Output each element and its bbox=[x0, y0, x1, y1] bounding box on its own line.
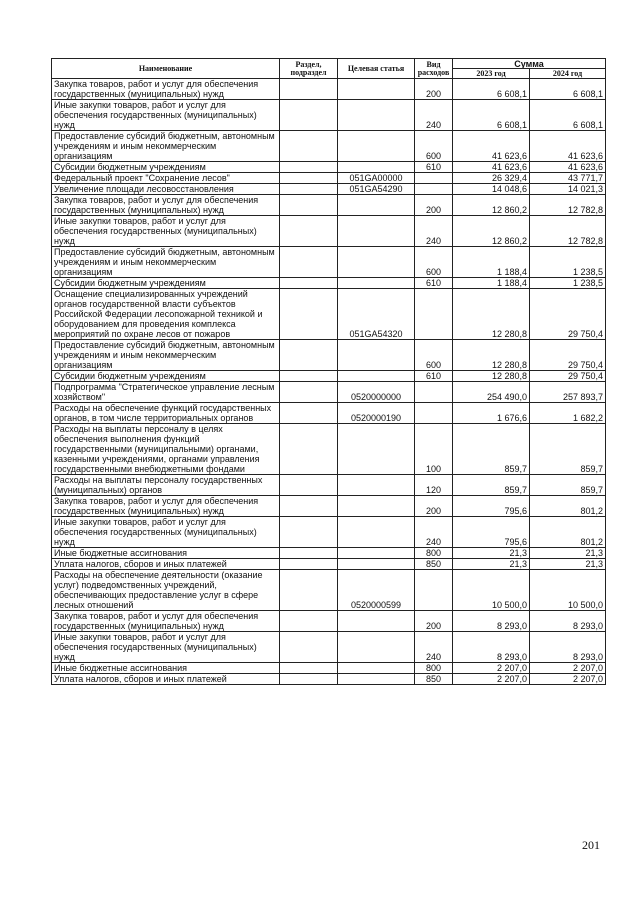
cell-section bbox=[280, 611, 338, 632]
cell-y2024: 1 238,5 bbox=[530, 247, 606, 278]
cell-y2024: 14 021,3 bbox=[530, 184, 606, 195]
cell-name: Закупка товаров, работ и услуг для обеспечения государственных (муниципальных) нужд bbox=[52, 611, 280, 632]
cell-kind: 100 bbox=[415, 424, 453, 475]
cell-target: 051GA54290 bbox=[338, 184, 415, 195]
cell-target bbox=[338, 663, 415, 674]
cell-section bbox=[280, 278, 338, 289]
cell-name: Иные закупки товаров, работ и услуг для обеспечения государственных (муниципальных) нужд bbox=[52, 100, 280, 131]
cell-y2024: 6 608,1 bbox=[530, 100, 606, 131]
table-row bbox=[52, 496, 606, 517]
cell-section bbox=[280, 100, 338, 131]
cell-target: 0520000190 bbox=[338, 403, 415, 424]
cell-kind bbox=[415, 403, 453, 424]
cell-target bbox=[338, 340, 415, 371]
header-kind: Вид расходов bbox=[415, 59, 453, 79]
cell-name: Увеличение площади лесовосстановления bbox=[52, 184, 280, 195]
cell-target bbox=[338, 632, 415, 663]
cell-name: Расходы на выплаты персоналу государственных (муниципальных) органов bbox=[52, 475, 280, 496]
header-year-2023: 2023 год bbox=[453, 69, 530, 79]
cell-y2024: 801,2 bbox=[530, 517, 606, 548]
cell-name: Иные бюджетные ассигнования bbox=[52, 663, 280, 674]
cell-name: Уплата налогов, сборов и иных платежей bbox=[52, 559, 280, 570]
cell-target bbox=[338, 278, 415, 289]
table-row bbox=[52, 517, 606, 548]
cell-kind: 120 bbox=[415, 475, 453, 496]
cell-y2024: 8 293,0 bbox=[530, 611, 606, 632]
cell-y2023: 254 490,0 bbox=[453, 382, 530, 403]
cell-kind: 240 bbox=[415, 632, 453, 663]
table-row bbox=[52, 184, 606, 195]
cell-target: 0520000599 bbox=[338, 570, 415, 611]
cell-y2023: 6 608,1 bbox=[453, 100, 530, 131]
table-row bbox=[52, 548, 606, 559]
cell-y2023: 41 623,6 bbox=[453, 162, 530, 173]
cell-section bbox=[280, 289, 338, 340]
table-row bbox=[52, 570, 606, 611]
cell-section bbox=[280, 340, 338, 371]
table-row bbox=[52, 247, 606, 278]
table-row bbox=[52, 403, 606, 424]
cell-section bbox=[280, 173, 338, 184]
table-body bbox=[52, 79, 606, 685]
cell-kind: 240 bbox=[415, 517, 453, 548]
table-row bbox=[52, 371, 606, 382]
cell-y2024: 43 771,7 bbox=[530, 173, 606, 184]
cell-kind: 610 bbox=[415, 278, 453, 289]
cell-kind: 600 bbox=[415, 131, 453, 162]
header-sum: Сумма bbox=[453, 59, 606, 69]
cell-section bbox=[280, 475, 338, 496]
cell-kind bbox=[415, 570, 453, 611]
cell-y2023: 2 207,0 bbox=[453, 674, 530, 685]
cell-kind: 800 bbox=[415, 663, 453, 674]
cell-section bbox=[280, 632, 338, 663]
cell-name: Уплата налогов, сборов и иных платежей bbox=[52, 674, 280, 685]
cell-y2023: 859,7 bbox=[453, 424, 530, 475]
cell-y2024: 1 682,2 bbox=[530, 403, 606, 424]
cell-target: 051GA54320 bbox=[338, 289, 415, 340]
cell-section bbox=[280, 424, 338, 475]
table-row bbox=[52, 216, 606, 247]
cell-y2023: 12 860,2 bbox=[453, 195, 530, 216]
cell-section bbox=[280, 517, 338, 548]
budget-table bbox=[51, 58, 606, 685]
cell-section bbox=[280, 559, 338, 570]
cell-kind: 240 bbox=[415, 100, 453, 131]
cell-y2023: 2 207,0 bbox=[453, 663, 530, 674]
cell-y2024: 257 893,7 bbox=[530, 382, 606, 403]
cell-y2024: 12 782,8 bbox=[530, 195, 606, 216]
cell-y2024: 29 750,4 bbox=[530, 340, 606, 371]
cell-kind: 200 bbox=[415, 496, 453, 517]
cell-target bbox=[338, 475, 415, 496]
cell-target bbox=[338, 371, 415, 382]
cell-section bbox=[280, 162, 338, 173]
cell-kind: 240 bbox=[415, 216, 453, 247]
cell-y2024: 12 782,8 bbox=[530, 216, 606, 247]
cell-section bbox=[280, 674, 338, 685]
cell-target bbox=[338, 559, 415, 570]
cell-kind: 200 bbox=[415, 195, 453, 216]
cell-section bbox=[280, 79, 338, 100]
cell-y2024: 859,7 bbox=[530, 475, 606, 496]
cell-name: Расходы на обеспечение функций государственных органов, в том числе территориальных органов bbox=[52, 403, 280, 424]
table-row bbox=[52, 100, 606, 131]
cell-name: Оснащение специализированных учреждений органов государственной власти субъектов Российской Федерации лесопожарной техникой и оборудованием для проведения комплекса мероприятий по охране лесов от пожаров bbox=[52, 289, 280, 340]
table-row bbox=[52, 559, 606, 570]
cell-section bbox=[280, 663, 338, 674]
table-row bbox=[52, 195, 606, 216]
cell-target bbox=[338, 517, 415, 548]
table-row bbox=[52, 475, 606, 496]
cell-y2024: 21,3 bbox=[530, 548, 606, 559]
cell-name: Закупка товаров, работ и услуг для обеспечения государственных (муниципальных) нужд bbox=[52, 79, 280, 100]
cell-kind bbox=[415, 184, 453, 195]
table-row bbox=[52, 424, 606, 475]
cell-target bbox=[338, 100, 415, 131]
cell-name: Иные закупки товаров, работ и услуг для обеспечения государственных (муниципальных) нужд bbox=[52, 632, 280, 663]
cell-name: Расходы на обеспечение деятельности (оказание услуг) подведомственных учреждений, обеспечивающих предоставление услуг в сфере лесных отношений bbox=[52, 570, 280, 611]
cell-name: Расходы на выплаты персоналу в целях обеспечения выполнения функций государственными (муниципальными) органами, казенными учреждениями, органами управления государственными внебюджетными фондами bbox=[52, 424, 280, 475]
cell-target bbox=[338, 674, 415, 685]
table-row bbox=[52, 663, 606, 674]
table-row bbox=[52, 611, 606, 632]
cell-y2024: 29 750,4 bbox=[530, 371, 606, 382]
cell-section bbox=[280, 184, 338, 195]
cell-section bbox=[280, 570, 338, 611]
cell-kind: 600 bbox=[415, 340, 453, 371]
cell-y2023: 1 188,4 bbox=[453, 278, 530, 289]
cell-target bbox=[338, 216, 415, 247]
cell-target bbox=[338, 247, 415, 278]
cell-section bbox=[280, 496, 338, 517]
cell-kind: 200 bbox=[415, 611, 453, 632]
table-row bbox=[52, 79, 606, 100]
cell-y2024: 21,3 bbox=[530, 559, 606, 570]
cell-kind bbox=[415, 173, 453, 184]
cell-name: Субсидии бюджетным учреждениям bbox=[52, 162, 280, 173]
table-row bbox=[52, 289, 606, 340]
page-number: 201 bbox=[582, 838, 600, 852]
header-section: Раздел, подраздел bbox=[280, 59, 338, 79]
cell-target bbox=[338, 131, 415, 162]
cell-y2024: 6 608,1 bbox=[530, 79, 606, 100]
cell-y2024: 859,7 bbox=[530, 424, 606, 475]
cell-y2023: 12 280,8 bbox=[453, 340, 530, 371]
cell-name: Закупка товаров, работ и услуг для обеспечения государственных (муниципальных) нужд bbox=[52, 195, 280, 216]
cell-y2023: 14 048,6 bbox=[453, 184, 530, 195]
cell-section bbox=[280, 131, 338, 162]
cell-y2023: 1 676,6 bbox=[453, 403, 530, 424]
cell-section bbox=[280, 371, 338, 382]
header-year-2024: 2024 год bbox=[530, 69, 606, 79]
cell-kind: 800 bbox=[415, 548, 453, 559]
cell-y2023: 795,6 bbox=[453, 517, 530, 548]
cell-y2024: 1 238,5 bbox=[530, 278, 606, 289]
cell-target bbox=[338, 195, 415, 216]
cell-target: 0520000000 bbox=[338, 382, 415, 403]
cell-y2023: 8 293,0 bbox=[453, 632, 530, 663]
table-row bbox=[52, 674, 606, 685]
cell-name: Иные бюджетные ассигнования bbox=[52, 548, 280, 559]
cell-name: Иные закупки товаров, работ и услуг для обеспечения государственных (муниципальных) нужд bbox=[52, 216, 280, 247]
cell-name: Предоставление субсидий бюджетным, автономным учреждениям и иным некоммерческим организациям bbox=[52, 131, 280, 162]
cell-y2023: 12 860,2 bbox=[453, 216, 530, 247]
cell-kind bbox=[415, 289, 453, 340]
cell-y2023: 795,6 bbox=[453, 496, 530, 517]
cell-section bbox=[280, 195, 338, 216]
cell-name: Федеральный проект "Сохранение лесов" bbox=[52, 173, 280, 184]
table-row bbox=[52, 382, 606, 403]
cell-target bbox=[338, 162, 415, 173]
cell-y2024: 41 623,6 bbox=[530, 131, 606, 162]
cell-name: Предоставление субсидий бюджетным, автономным учреждениям и иным некоммерческим организациям bbox=[52, 247, 280, 278]
cell-section bbox=[280, 216, 338, 247]
cell-y2023: 8 293,0 bbox=[453, 611, 530, 632]
cell-kind bbox=[415, 382, 453, 403]
cell-section bbox=[280, 548, 338, 559]
cell-y2023: 12 280,8 bbox=[453, 371, 530, 382]
cell-section bbox=[280, 382, 338, 403]
header-target: Целевая статья bbox=[338, 59, 415, 79]
table-row bbox=[52, 632, 606, 663]
cell-y2024: 8 293,0 bbox=[530, 632, 606, 663]
cell-y2023: 21,3 bbox=[453, 548, 530, 559]
table-row bbox=[52, 278, 606, 289]
cell-name: Предоставление субсидий бюджетным, автономным учреждениям и иным некоммерческим организациям bbox=[52, 340, 280, 371]
table-row bbox=[52, 173, 606, 184]
cell-kind: 850 bbox=[415, 674, 453, 685]
cell-kind: 610 bbox=[415, 371, 453, 382]
cell-y2024: 2 207,0 bbox=[530, 674, 606, 685]
cell-section bbox=[280, 247, 338, 278]
cell-target bbox=[338, 424, 415, 475]
header-name: Наименование bbox=[52, 59, 280, 79]
cell-kind: 200 bbox=[415, 79, 453, 100]
cell-y2023: 41 623,6 bbox=[453, 131, 530, 162]
cell-y2023: 26 329,4 bbox=[453, 173, 530, 184]
cell-target: 051GA00000 bbox=[338, 173, 415, 184]
cell-target bbox=[338, 496, 415, 517]
cell-name: Закупка товаров, работ и услуг для обеспечения государственных (муниципальных) нужд bbox=[52, 496, 280, 517]
cell-name: Субсидии бюджетным учреждениям bbox=[52, 278, 280, 289]
table-row bbox=[52, 162, 606, 173]
cell-section bbox=[280, 403, 338, 424]
cell-name: Иные закупки товаров, работ и услуг для обеспечения государственных (муниципальных) нужд bbox=[52, 517, 280, 548]
cell-kind: 610 bbox=[415, 162, 453, 173]
cell-y2023: 859,7 bbox=[453, 475, 530, 496]
cell-target bbox=[338, 611, 415, 632]
cell-y2024: 29 750,4 bbox=[530, 289, 606, 340]
cell-y2023: 21,3 bbox=[453, 559, 530, 570]
cell-y2024: 10 500,0 bbox=[530, 570, 606, 611]
cell-name: Субсидии бюджетным учреждениям bbox=[52, 371, 280, 382]
cell-y2024: 41 623,6 bbox=[530, 162, 606, 173]
cell-y2024: 801,2 bbox=[530, 496, 606, 517]
cell-name: Подпрограмма "Стратегическое управление лесным хозяйством" bbox=[52, 382, 280, 403]
cell-y2024: 2 207,0 bbox=[530, 663, 606, 674]
cell-target bbox=[338, 79, 415, 100]
cell-y2023: 6 608,1 bbox=[453, 79, 530, 100]
cell-target bbox=[338, 548, 415, 559]
table-row bbox=[52, 131, 606, 162]
cell-y2023: 12 280,8 bbox=[453, 289, 530, 340]
cell-y2023: 10 500,0 bbox=[453, 570, 530, 611]
cell-kind: 600 bbox=[415, 247, 453, 278]
cell-y2023: 1 188,4 bbox=[453, 247, 530, 278]
cell-kind: 850 bbox=[415, 559, 453, 570]
table-row bbox=[52, 340, 606, 371]
